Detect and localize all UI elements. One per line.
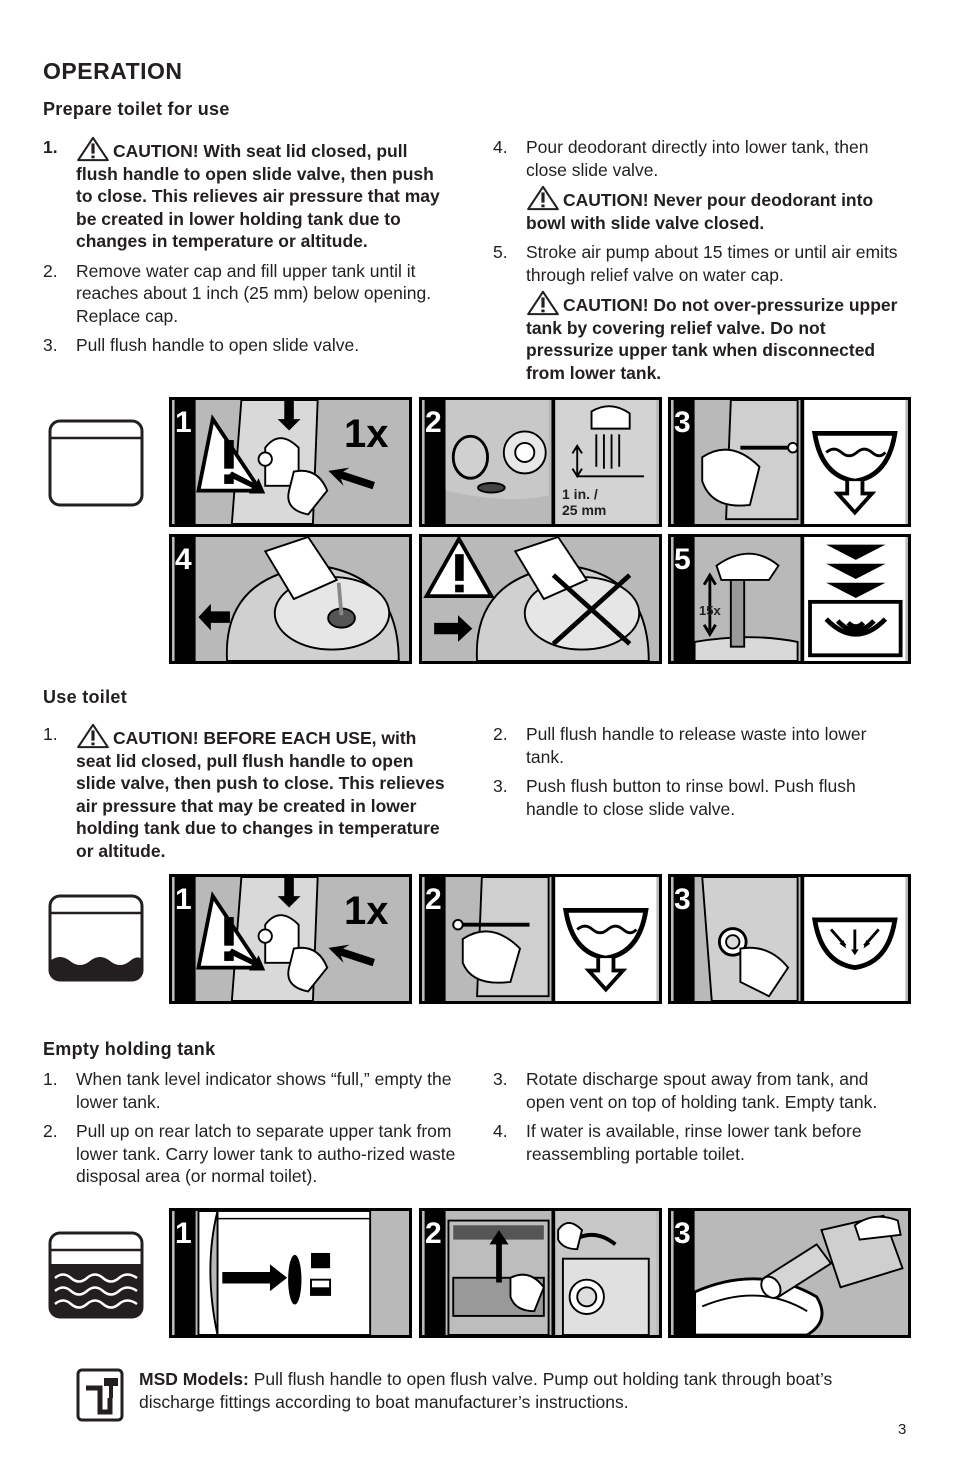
empty-steps-left [43,1068,463,1195]
warning-icon [76,136,110,162]
stroke-count: 15x [699,603,721,618]
repeat-count: 1x [344,889,389,933]
air-pump-illustration [671,537,908,661]
use-step-3 [493,775,908,820]
illustration-empty-2 [419,1208,662,1338]
msd-text: Pull flush handle to open flush valve. Pump out holding tank through boat’s discharge fittings according to boat manufacturer’s instructions. [139,1369,833,1412]
prepare-steps-left [43,136,453,364]
illustration-prepare-2 [419,397,662,527]
release-waste-illustration [422,877,659,1001]
step-number: 1. [43,1069,58,1089]
step-number: 2. [43,1121,58,1141]
prepare-step-5 [493,241,908,286]
step-number: 3. [493,776,508,796]
tank-partial-icon [47,893,145,983]
open-valve-illustration [671,400,908,524]
msd-label: MSD Models: [139,1369,249,1389]
section-title-empty: Empty holding tank [43,1039,216,1059]
panel-number: 1 [175,1217,192,1250]
warning-icon [526,290,560,316]
panel-number: 3 [674,1217,691,1250]
step-number: 1. [43,137,58,157]
step-number: 3. [43,335,58,355]
step-number: 2. [493,724,508,744]
caution-pressurize [493,290,908,384]
illustration-use-3 [668,874,911,1004]
step-number: 4. [493,1121,508,1141]
step-text: Pull flush handle to release waste into lower tank. [526,724,867,767]
illustration-prepare-4 [169,534,412,664]
tank-full-icon [47,1230,145,1320]
step-text: Pour deodorant directly into lower tank, then close slide valve. [526,137,869,180]
step-number: 4. [493,137,508,157]
measure-label [562,486,606,518]
tank-empty-icon [47,418,145,508]
panel-number: 4 [175,543,192,576]
caution-text: CAUTION! Do not over-pressurize upper tank by covering relief valve. Do not pressurize upper tank when disconnected from lower tank. [526,295,898,383]
illustration-prepare-3 [668,397,911,527]
panel-number: 2 [425,883,442,916]
msd-note [139,1368,899,1414]
prepare-step-4 [493,136,908,181]
step-number: 1. [43,724,58,744]
step-text: Pull up on rear latch to separate upper tank from lower tank. Carry lower tank to autho-rized waste disposal area (or normal toilet). [76,1121,456,1186]
step-number: 2. [43,260,58,281]
illustration-empty-1 [169,1208,412,1338]
caution-deodorant [493,185,908,234]
empty-tank-illustration [671,1211,908,1335]
use-steps-right [493,723,908,827]
illustration-prepare-5 [668,534,911,664]
illustration-empty-3 [668,1208,911,1338]
use-step-1 [43,723,453,862]
pump-out-icon [76,1368,124,1422]
use-step-2 [493,723,908,768]
pour-deodorant-illustration [172,537,409,661]
measure-line-2: 25 mm [562,502,607,518]
step-text: Rotate discharge spout away from tank, and open vent on top of holding tank. Empty tank. [526,1069,878,1112]
illustration-use-1 [169,874,412,1004]
illustration-prepare-4-warning [419,534,662,664]
page-number: 3 [898,1421,907,1438]
prepare-step-1 [43,136,453,253]
empty-step-4 [493,1120,911,1165]
caution-text: CAUTION! Never pour deodorant into bowl with slide valve closed. [526,190,874,233]
step-text: Pull flush handle to open slide valve. [76,335,360,355]
step-number: 3. [493,1069,508,1089]
caution-text: CAUTION! BEFORE EACH USE, with seat lid closed, pull flush handle to open slide valve, then push to close. This relieves air pressure that may be created in lower holding tank due to changes in temperature or altitude. [76,728,445,861]
step-text: If water is available, rinse lower tank before reassembling portable toilet. [526,1121,862,1164]
caution-text: CAUTION! With seat lid closed, pull flush handle to open slide valve, then push to close. This relieves air pressure that may be created in lower holding tank due to changes in temperature or altitude. [76,141,440,251]
section-title-use: Use toilet [43,687,128,707]
empty-step-3 [493,1068,911,1113]
panel-number: 5 [674,543,691,576]
illustration-use-2 [419,874,662,1004]
level-indicator-illustration [172,1211,409,1335]
panel-number: 1 [175,883,192,916]
step-text: Remove water cap and fill upper tank until it reaches about 1 inch (25 mm) below opening. Replace cap. [76,260,432,326]
repeat-count: 1x [344,412,389,456]
separate-tank-illustration [422,1211,659,1335]
warning-icon [76,723,110,749]
use-steps-left [43,723,453,869]
panel-number: 2 [425,1217,442,1250]
empty-step-1 [43,1068,463,1113]
no-deodorant-in-bowl-illustration [422,537,659,661]
step-text: Push flush button to rinse bowl. Push flush handle to close slide valve. [526,776,856,819]
empty-steps-right [493,1068,911,1172]
fill-water-illustration [422,400,659,524]
panel-number: 1 [175,406,192,439]
measure-line-1: 1 in. / [562,486,598,502]
prepare-steps-right [493,136,908,391]
step-number: 5. [493,242,508,262]
panel-number: 3 [674,406,691,439]
step-text: When tank level indicator shows “full,” empty the lower tank. [76,1069,452,1112]
warning-icon [526,185,560,211]
step-text: Stroke air pump about 15 times or until air emits through relief valve on water cap. [526,242,898,285]
panel-number: 2 [425,406,442,439]
prepare-step-3 [43,334,453,357]
empty-step-2 [43,1120,463,1188]
section-title-prepare: Prepare toilet for use [43,99,230,119]
illustration-prepare-1 [169,397,412,527]
page-heading: OPERATION [43,58,183,84]
prepare-step-2 [43,260,453,328]
panel-number: 3 [674,883,691,916]
rinse-bowl-illustration [671,877,908,1001]
